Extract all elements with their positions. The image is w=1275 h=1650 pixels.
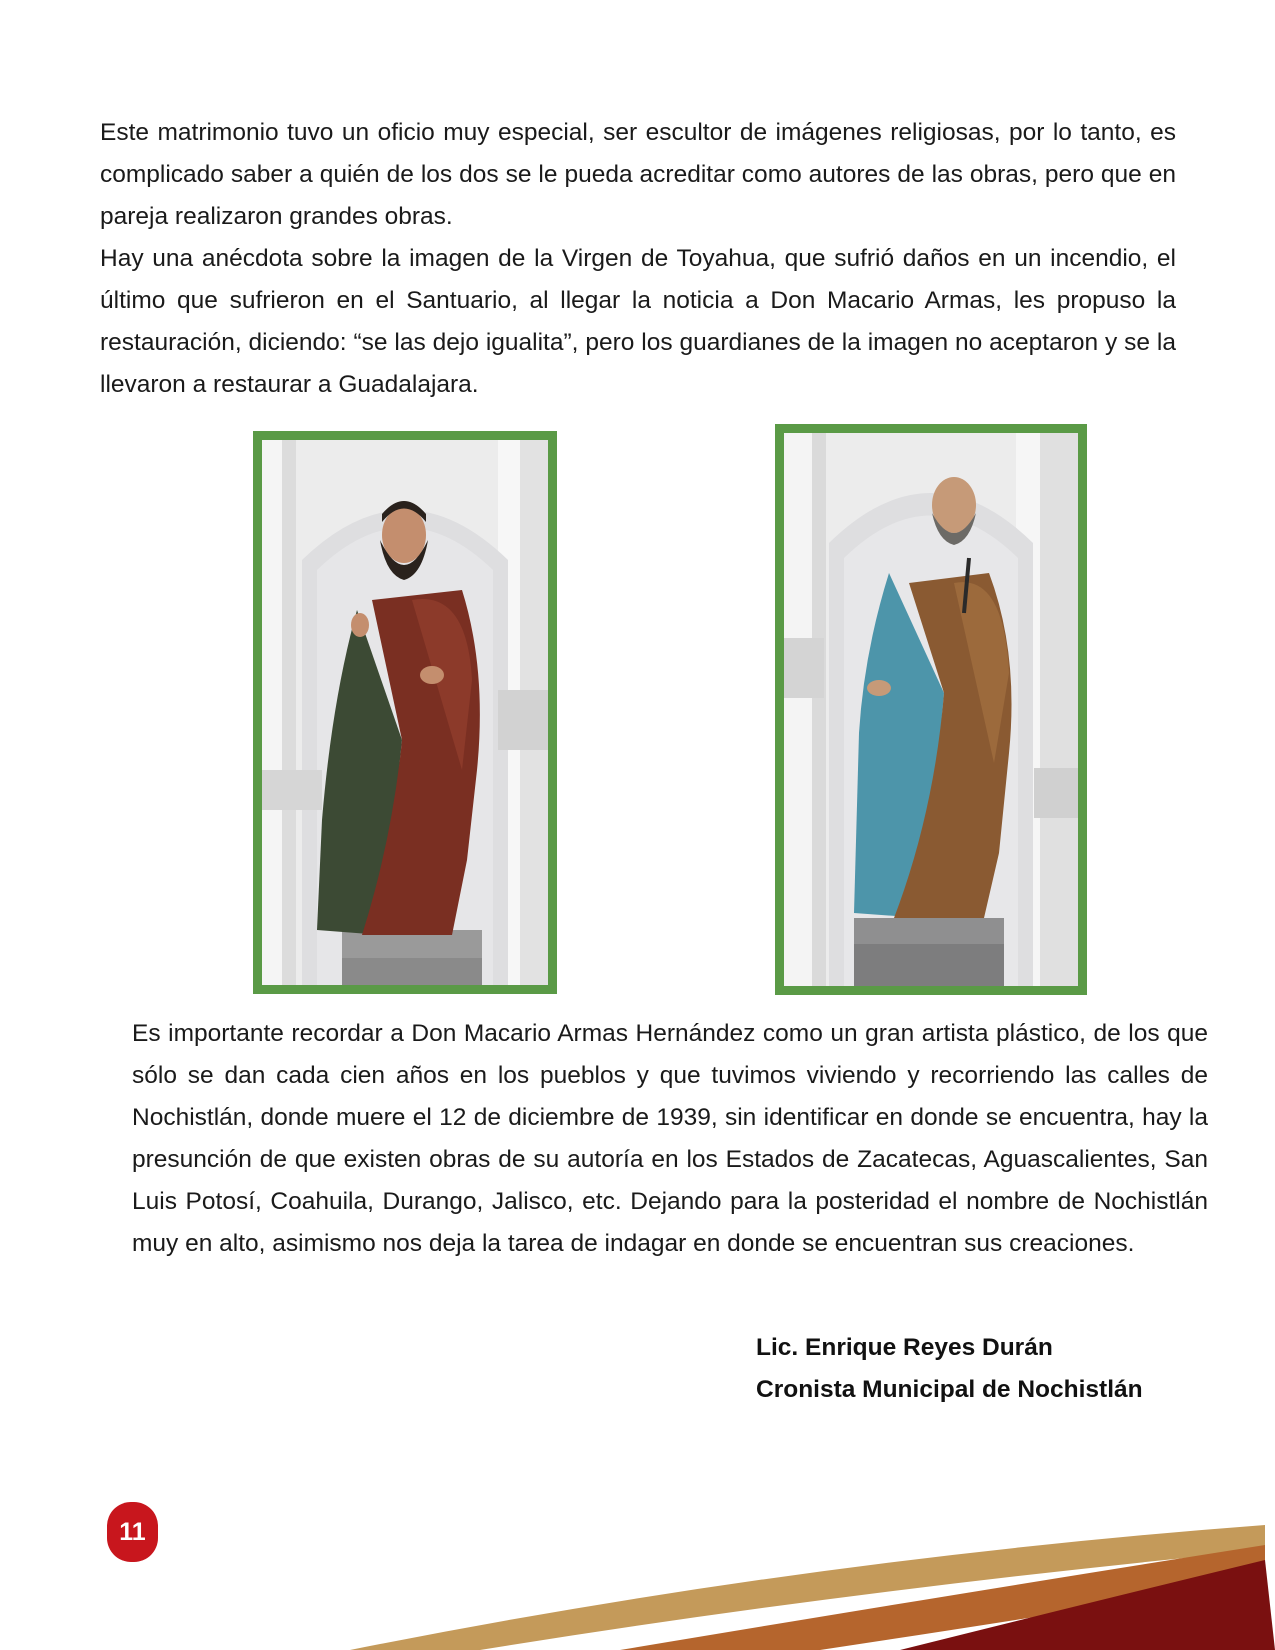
author-name: Lic. Enrique Reyes Durán [756,1334,1053,1361]
swoosh-gold-band [350,1525,1265,1650]
statue-red-robe-image [262,440,548,985]
body-paragraph-2: Hay una anécdota sobre la imagen de la Virgen de Toyahua, que sufrió daños en un incendio, el último que sufrieron en el Santuario, al llegar la noticia a Don Macario Armas, les propuso la restauración, diciendo: “se las dejo igualita”, pero los guardianes de la imagen no aceptaron y se la llevaron a restaurar a Guadalajara. [100,245,1176,398]
signature-block [756,1327,1143,1411]
body-paragraph-1: Este matrimonio tuvo un oficio muy especial, ser escultor de imágenes religiosas, por lo tanto, es complicado saber a quién de los dos se le pueda acreditar como autores de las obras, pero que en pareja realizaron grandes obras. [100,119,1176,230]
swoosh-maroon-band [900,1560,1275,1650]
statue-photo-left [253,431,557,994]
author-role: Cronista Municipal de Nochistlán [756,1376,1143,1403]
statue-photo-right [775,424,1087,995]
swoosh-rust-band [620,1545,1265,1650]
statue-blue-robe-image [784,433,1078,986]
body-paragraph-3: Es importante recordar a Don Macario Armas Hernández como un gran artista plástico, de los que sólo se dan cada cien años en los pueblos y que tuvimos viviendo y recorriendo las calles de Nochistlán, donde muere el 12 de diciembre de 1939, sin identificar en donde se encuentra, hay la presunción de que existen obras de su autoría en los Estados de Zacatecas, Aguascalientes, San Luis Potosí, Coahuila, Durango, Jalisco, etc. Dejando para la posteridad el nombre de Nochistlán muy en alto, asimismo nos deja la tarea de indagar en donde se encuentran sus creaciones. [132,1020,1208,1257]
page-number-badge: 11 [107,1502,158,1562]
